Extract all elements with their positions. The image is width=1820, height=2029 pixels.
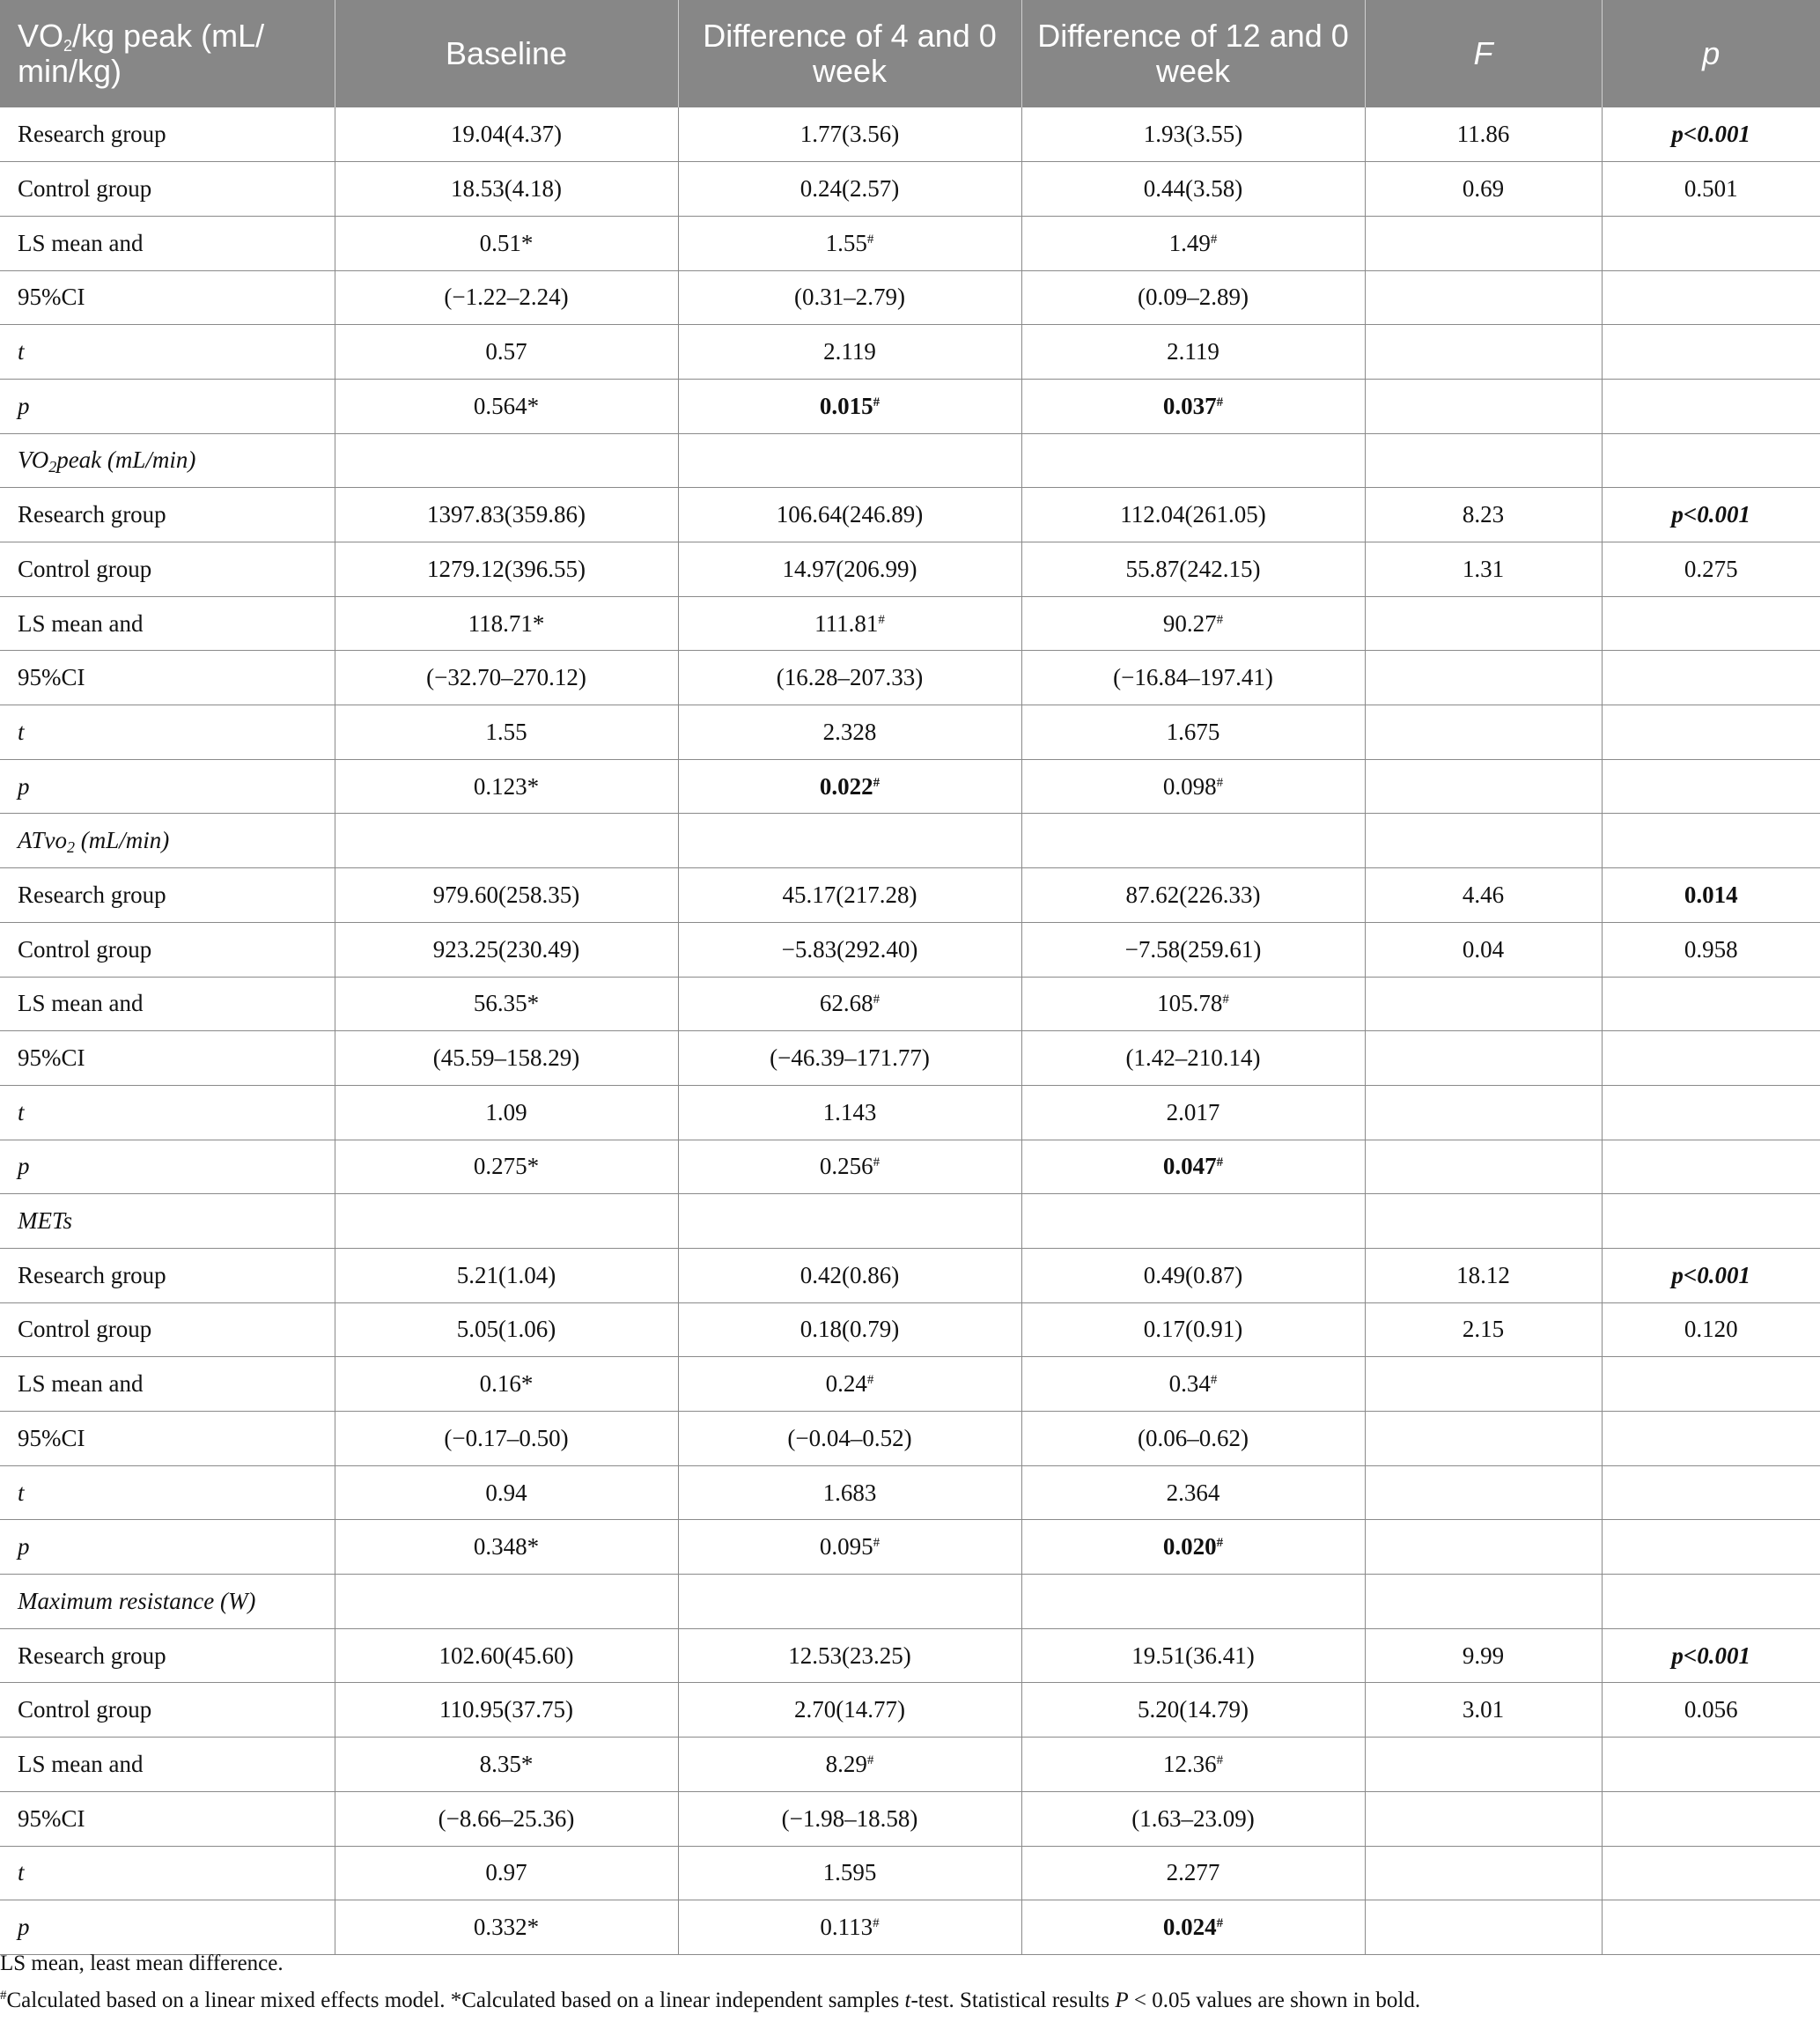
cell-f: 1.31 (1365, 542, 1602, 597)
row-label: t (0, 1465, 335, 1520)
cell-diff-4: 0.24(2.57) (678, 162, 1021, 217)
header-diff-12-week: Difference of 12 and 0 week (1021, 0, 1365, 107)
footnote-methods: #Calculated based on a linear mixed effects model. *Calculated based on a linear independent samples t-test. Statistical results P < 0.05 values are shown in bold. (0, 1988, 1421, 2012)
cell-diff-12: −7.58(259.61) (1021, 922, 1365, 977)
table-row (0, 1520, 1820, 1575)
cell-p: p<0.001 (1602, 1628, 1820, 1683)
row-label: 95%CI (0, 651, 335, 705)
header-p: p (1702, 35, 1721, 71)
cell-diff-4: 1.595 (678, 1846, 1021, 1900)
empty-cell (1021, 1575, 1365, 1629)
empty-cell (335, 1194, 678, 1249)
cell-diff-12: (1.63–23.09) (1021, 1791, 1365, 1846)
row-label: LS mean and (0, 1738, 335, 1792)
cell-f (1365, 1791, 1602, 1846)
section-title: $VO_2peak$ (mL/min) (0, 433, 335, 488)
cell-diff-4: 8.29# (678, 1738, 1021, 1792)
row-label: Control group (0, 922, 335, 977)
cell-f (1365, 977, 1602, 1031)
cell-p (1602, 1412, 1820, 1466)
cell-baseline: (−8.66–25.36) (335, 1791, 678, 1846)
row-label: p (0, 1520, 335, 1575)
row-label: t (0, 705, 335, 760)
cell-baseline: (−32.70–270.12) (335, 651, 678, 705)
cell-baseline: 0.348* (335, 1520, 678, 1575)
empty-cell (678, 433, 1021, 488)
cell-diff-12: (0.06–0.62) (1021, 1412, 1365, 1466)
cell-p: p<0.001 (1602, 1248, 1820, 1302)
cell-baseline: 0.332* (335, 1900, 678, 1955)
row-label: Research group (0, 1248, 335, 1302)
row-label: Research group (0, 107, 335, 162)
cell-f: 9.99 (1365, 1628, 1602, 1683)
cell-diff-12: 90.27# (1021, 596, 1365, 651)
empty-cell (678, 1575, 1021, 1629)
cell-baseline: 0.16* (335, 1357, 678, 1412)
cell-baseline: 0.275* (335, 1140, 678, 1194)
cell-diff-4: (−0.04–0.52) (678, 1412, 1021, 1466)
row-label: LS mean and (0, 977, 335, 1031)
cell-p (1602, 216, 1820, 270)
table-row (0, 1628, 1820, 1683)
table-row (0, 759, 1820, 814)
cell-diff-12: 2.277 (1021, 1846, 1365, 1900)
cell-diff-12: 105.78# (1021, 977, 1365, 1031)
cell-diff-12: 1.93(3.55) (1021, 107, 1365, 162)
table-row (0, 596, 1820, 651)
cell-p: 0.501 (1602, 162, 1820, 217)
cell-p: p<0.001 (1602, 107, 1820, 162)
section-title-row (0, 1194, 1820, 1249)
cell-diff-12: 87.62(226.33) (1021, 868, 1365, 923)
cell-diff-12: 0.047# (1021, 1140, 1365, 1194)
cell-diff-4: 2.119 (678, 325, 1021, 380)
table-row (0, 1846, 1820, 1900)
empty-cell (678, 1194, 1021, 1249)
row-label: LS mean and (0, 216, 335, 270)
cell-diff-12: 2.364 (1021, 1465, 1365, 1520)
cell-p: 0.275 (1602, 542, 1820, 597)
table-row (0, 270, 1820, 325)
cell-f (1365, 759, 1602, 814)
row-label: Control group (0, 1302, 335, 1357)
cell-baseline: (45.59–158.29) (335, 1031, 678, 1086)
cell-diff-4: 0.42(0.86) (678, 1248, 1021, 1302)
cell-f: 4.46 (1365, 868, 1602, 923)
cell-baseline: 1397.83(359.86) (335, 488, 678, 542)
empty-cell (1365, 814, 1602, 868)
row-label: Control group (0, 542, 335, 597)
table-row (0, 1465, 1820, 1520)
empty-cell (1602, 814, 1820, 868)
cell-diff-4: 2.70(14.77) (678, 1683, 1021, 1738)
cell-diff-12: (−16.84–197.41) (1021, 651, 1365, 705)
table-row (0, 651, 1820, 705)
empty-cell (678, 814, 1021, 868)
empty-cell (1021, 1194, 1365, 1249)
table-footnotes (0, 1951, 1420, 2025)
cell-diff-4: 0.24# (678, 1357, 1021, 1412)
cell-p (1602, 1791, 1820, 1846)
cell-p (1602, 1846, 1820, 1900)
cell-diff-12: 0.49(0.87) (1021, 1248, 1365, 1302)
cell-diff-12: 0.020# (1021, 1520, 1365, 1575)
cell-baseline: 0.97 (335, 1846, 678, 1900)
cell-baseline: 0.51* (335, 216, 678, 270)
row-label: Control group (0, 162, 335, 217)
cell-f (1365, 1465, 1602, 1520)
cell-p (1602, 1085, 1820, 1140)
cell-diff-12: 0.34# (1021, 1357, 1365, 1412)
cell-p (1602, 759, 1820, 814)
cell-f (1365, 596, 1602, 651)
table-row (0, 1031, 1820, 1086)
cell-baseline: 110.95(37.75) (335, 1683, 678, 1738)
cell-p (1602, 1520, 1820, 1575)
header-diff-4-week: Difference of 4 and 0 week (678, 0, 1021, 107)
cell-f (1365, 1900, 1602, 1955)
cell-diff-12: 19.51(36.41) (1021, 1628, 1365, 1683)
table-row (0, 1412, 1820, 1466)
cell-baseline: 56.35* (335, 977, 678, 1031)
section-title-row (0, 814, 1820, 868)
cell-f (1365, 1520, 1602, 1575)
cell-diff-4: 106.64(246.89) (678, 488, 1021, 542)
table-row (0, 162, 1820, 217)
cell-baseline: 102.60(45.60) (335, 1628, 678, 1683)
cell-diff-4: 1.55# (678, 216, 1021, 270)
cell-diff-4: 2.328 (678, 705, 1021, 760)
cell-p (1602, 1031, 1820, 1086)
row-label: 95%CI (0, 270, 335, 325)
cell-baseline: 8.35* (335, 1738, 678, 1792)
cell-baseline: 5.05(1.06) (335, 1302, 678, 1357)
cell-f (1365, 1085, 1602, 1140)
row-label: LS mean and (0, 596, 335, 651)
cell-diff-12: 0.098# (1021, 759, 1365, 814)
table-row (0, 1357, 1820, 1412)
empty-cell (1021, 814, 1365, 868)
row-label: p (0, 1140, 335, 1194)
cell-f (1365, 1412, 1602, 1466)
table-row (0, 488, 1820, 542)
section-title-row (0, 433, 1820, 488)
cell-f: 0.69 (1365, 162, 1602, 217)
cell-p (1602, 1357, 1820, 1412)
cell-f (1365, 1357, 1602, 1412)
cell-f (1365, 270, 1602, 325)
cell-diff-4: (16.28–207.33) (678, 651, 1021, 705)
row-label: t (0, 325, 335, 380)
empty-cell (1365, 1575, 1602, 1629)
cell-f: 11.86 (1365, 107, 1602, 162)
cell-p: 0.014 (1602, 868, 1820, 923)
cell-p (1602, 1465, 1820, 1520)
section-title-row (0, 1575, 1820, 1629)
header-row (0, 0, 1820, 107)
empty-cell (335, 814, 678, 868)
table-row (0, 1900, 1820, 1955)
cell-baseline: 1.55 (335, 705, 678, 760)
cell-p (1602, 270, 1820, 325)
cell-baseline: 19.04(4.37) (335, 107, 678, 162)
cell-diff-4: 62.68# (678, 977, 1021, 1031)
cell-diff-4: 14.97(206.99) (678, 542, 1021, 597)
table-body (0, 107, 1820, 1954)
cell-diff-4: (−46.39–171.77) (678, 1031, 1021, 1086)
row-label: Research group (0, 488, 335, 542)
cell-f: 8.23 (1365, 488, 1602, 542)
empty-cell (1602, 433, 1820, 488)
cell-f (1365, 1031, 1602, 1086)
cell-baseline: 979.60(258.35) (335, 868, 678, 923)
cell-diff-4: 0.095# (678, 1520, 1021, 1575)
cell-diff-4: 0.113# (678, 1900, 1021, 1955)
cell-f (1365, 379, 1602, 433)
row-label: 95%CI (0, 1791, 335, 1846)
cell-f (1365, 325, 1602, 380)
cell-diff-12: 1.675 (1021, 705, 1365, 760)
section-title: METs (0, 1194, 335, 1249)
empty-cell (1365, 433, 1602, 488)
cell-p (1602, 705, 1820, 760)
cell-diff-12: (0.09–2.89) (1021, 270, 1365, 325)
cell-diff-12: 5.20(14.79) (1021, 1683, 1365, 1738)
section-title: Maximum resistance (W) (0, 1575, 335, 1629)
cell-p (1602, 596, 1820, 651)
empty-cell (335, 433, 678, 488)
header-f: F (1365, 0, 1602, 107)
section-title: ATvo$_2$ (mL/min) (0, 814, 335, 868)
cell-diff-12: 0.17(0.91) (1021, 1302, 1365, 1357)
cell-diff-4: 1.683 (678, 1465, 1021, 1520)
cell-baseline: 18.53(4.18) (335, 162, 678, 217)
cell-baseline: 923.25(230.49) (335, 922, 678, 977)
cell-diff-4: 1.143 (678, 1085, 1021, 1140)
row-label: p (0, 759, 335, 814)
table-row (0, 1248, 1820, 1302)
cell-diff-4: 45.17(217.28) (678, 868, 1021, 923)
cell-p (1602, 1140, 1820, 1194)
cell-diff-12: 1.49# (1021, 216, 1365, 270)
table-row (0, 1302, 1820, 1357)
table-row (0, 216, 1820, 270)
table-header (0, 0, 1820, 107)
cell-diff-4: 0.015# (678, 379, 1021, 433)
table-row (0, 107, 1820, 162)
cell-baseline: 0.564* (335, 379, 678, 433)
table-row (0, 542, 1820, 597)
cell-diff-4: −5.83(292.40) (678, 922, 1021, 977)
table-row (0, 977, 1820, 1031)
cell-f: 0.04 (1365, 922, 1602, 977)
cell-baseline: 0.94 (335, 1465, 678, 1520)
cell-diff-12: 2.017 (1021, 1085, 1365, 1140)
cell-diff-4: (0.31–2.79) (678, 270, 1021, 325)
cell-f (1365, 1738, 1602, 1792)
empty-cell (1021, 433, 1365, 488)
cell-diff-4: (−1.98–18.58) (678, 1791, 1021, 1846)
table-row (0, 1791, 1820, 1846)
table-row (0, 705, 1820, 760)
cell-baseline: 0.57 (335, 325, 678, 380)
table-row (0, 1085, 1820, 1140)
cell-diff-4: 0.022# (678, 759, 1021, 814)
cell-p (1602, 651, 1820, 705)
cell-diff-4: 0.18(0.79) (678, 1302, 1021, 1357)
cell-f: 3.01 (1365, 1683, 1602, 1738)
table-row (0, 1140, 1820, 1194)
cell-p: 0.958 (1602, 922, 1820, 977)
cell-p (1602, 1738, 1820, 1792)
cell-diff-4: 111.81# (678, 596, 1021, 651)
cell-baseline: 0.123* (335, 759, 678, 814)
row-label: t (0, 1085, 335, 1140)
table-row (0, 1738, 1820, 1792)
cell-diff-12: 12.36# (1021, 1738, 1365, 1792)
table-row (0, 325, 1820, 380)
row-label: Research group (0, 1628, 335, 1683)
cell-diff-12: 112.04(261.05) (1021, 488, 1365, 542)
cell-diff-12: 0.44(3.58) (1021, 162, 1365, 217)
cell-p: 0.120 (1602, 1302, 1820, 1357)
empty-cell (1602, 1194, 1820, 1249)
cell-p (1602, 1900, 1820, 1955)
cell-diff-4: 12.53(23.25) (678, 1628, 1021, 1683)
row-label: t (0, 1846, 335, 1900)
cell-f (1365, 651, 1602, 705)
cell-diff-12: 2.119 (1021, 325, 1365, 380)
cell-p: p<0.001 (1602, 488, 1820, 542)
cell-f: 18.12 (1365, 1248, 1602, 1302)
table-row (0, 868, 1820, 923)
row-label: LS mean and (0, 1357, 335, 1412)
row-label: 95%CI (0, 1412, 335, 1466)
row-label: 95%CI (0, 1031, 335, 1086)
footnote-abbreviation: LS mean, least mean difference. (0, 1952, 284, 1975)
header-baseline: Baseline (335, 0, 678, 107)
cell-baseline: 1.09 (335, 1085, 678, 1140)
empty-cell (1365, 1194, 1602, 1249)
cell-f: 2.15 (1365, 1302, 1602, 1357)
cell-diff-12: 55.87(242.15) (1021, 542, 1365, 597)
cell-baseline: (−0.17–0.50) (335, 1412, 678, 1466)
cell-diff-4: 0.256# (678, 1140, 1021, 1194)
table-row (0, 379, 1820, 433)
header-measure: $VO_2/kg$ peak (mL/ min/kg) (0, 0, 335, 107)
empty-cell (335, 1575, 678, 1629)
cell-baseline: 118.71* (335, 596, 678, 651)
cell-p (1602, 977, 1820, 1031)
cell-diff-12: (1.42–210.14) (1021, 1031, 1365, 1086)
row-label: Research group (0, 868, 335, 923)
cell-p (1602, 325, 1820, 380)
empty-cell (1602, 1575, 1820, 1629)
cell-baseline: 5.21(1.04) (335, 1248, 678, 1302)
cell-baseline: (−1.22–2.24) (335, 270, 678, 325)
cell-diff-12: 0.024# (1021, 1900, 1365, 1955)
cell-p: 0.056 (1602, 1683, 1820, 1738)
table-row (0, 1683, 1820, 1738)
cell-f (1365, 216, 1602, 270)
row-label: Control group (0, 1683, 335, 1738)
row-label: p (0, 379, 335, 433)
cell-diff-4: 1.77(3.56) (678, 107, 1021, 162)
row-label: p (0, 1900, 335, 1955)
cell-baseline: 1279.12(396.55) (335, 542, 678, 597)
cell-f (1365, 705, 1602, 760)
cell-f (1365, 1140, 1602, 1194)
cell-diff-12: 0.037# (1021, 379, 1365, 433)
cell-p (1602, 379, 1820, 433)
cell-f (1365, 1846, 1602, 1900)
table-row (0, 922, 1820, 977)
